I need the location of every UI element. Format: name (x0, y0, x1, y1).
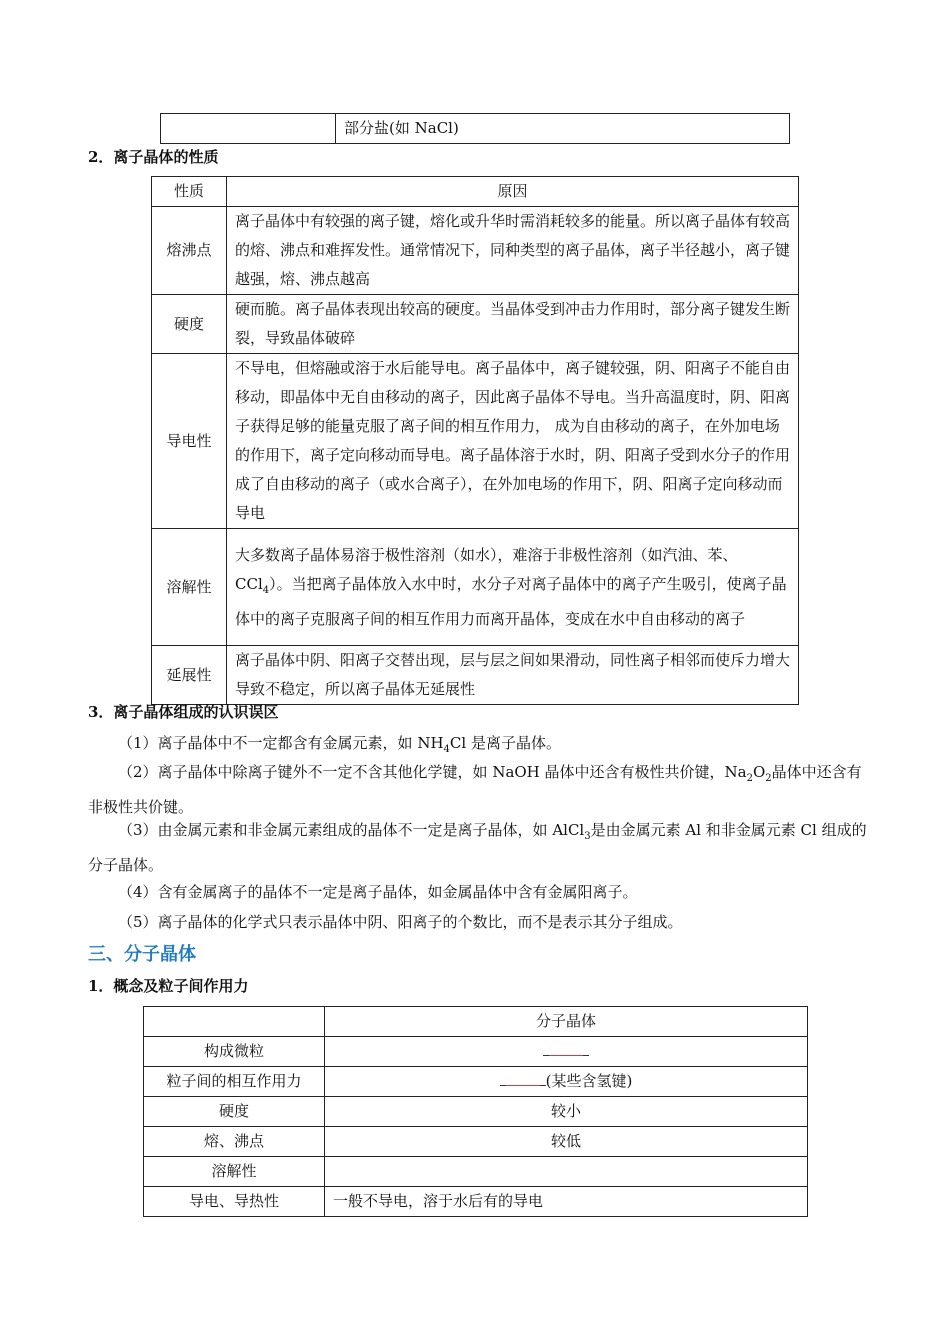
text: Cl 是离子晶体。 (449, 734, 561, 752)
text: 是由金属元素 Al 和非金属元素 Cl 组成的分子晶体。 (88, 821, 867, 874)
value-cell: 一般不导电，溶于水后有的导电 (325, 1187, 808, 1217)
subscript: 4 (262, 584, 270, 596)
properties-table (151, 176, 799, 705)
paragraph (88, 758, 868, 822)
table-row (144, 1187, 808, 1217)
label-cell: 硬度 (144, 1097, 325, 1127)
section-heading: 2．离子晶体的性质 (88, 148, 219, 166)
section-heading: 3．离子晶体组成的认识误区 (88, 703, 279, 721)
table-row (152, 295, 799, 354)
reason-cell (227, 529, 799, 646)
reason-cell: 硬而脆。离子晶体表现出较高的硬度。当晶体受到冲击力作用时，部分离子键发生断裂，导致晶体破碎 (227, 295, 799, 354)
paragraph (88, 816, 868, 880)
text: （1）离子晶体中不一定都含有金属元素，如 NH (118, 734, 444, 752)
header-cell: 分子晶体 (325, 1007, 808, 1037)
label-cell: 导电、导热性 (144, 1187, 325, 1217)
table-row (144, 1067, 808, 1097)
section-title: 三、分子晶体 (88, 944, 196, 965)
property-cell: 延展性 (152, 646, 227, 705)
reason-text: 大多数离子晶体易溶于极性溶剂（如水），难溶于非极性溶剂（如汽油、苯、CCl (235, 545, 738, 593)
subscript: 3 (584, 831, 591, 842)
table-row (152, 354, 799, 529)
reason-cell: 离子晶体中有较强的离子键，熔化或升华时需消耗较多的能量。所以离子晶体有较高的熔、沸点和难挥发性。通常情况下，同种类型的离子晶体，离子半径越小，离子键越强，熔、沸点越高 (227, 207, 799, 295)
table-row (152, 646, 799, 705)
text: （3）由金属元素和非金属元素组成的晶体不一定是离子晶体，如 AlCl (118, 821, 585, 839)
reason-cell: 离子晶体中阴、阳离子交替出现，层与层之间如果滑动，同性离子相邻而使斥力增大导致不稳定，所以离子晶体无延展性 (227, 646, 799, 705)
property-cell: 溶解性 (152, 529, 227, 646)
text: （2）离子晶体中除离子键外不一定不含其他化学键，如 NaOH 晶体中还含有极性共价键，Na (118, 763, 747, 781)
header-cell (144, 1007, 325, 1037)
table-row (152, 207, 799, 295)
label-cell: 溶解性 (144, 1157, 325, 1187)
section-heading: 1．概念及粒子间作用力 (88, 977, 249, 995)
label-cell: 构成微粒 (144, 1037, 325, 1067)
value-cell (325, 1157, 808, 1187)
table-row (144, 1097, 808, 1127)
value-cell (325, 1067, 808, 1097)
table-row (152, 529, 799, 646)
property-cell: 导电性 (152, 354, 227, 529)
molecular-crystal-table (143, 1006, 808, 1217)
subscript: 4 (443, 744, 450, 755)
value-cell: 较小 (325, 1097, 808, 1127)
fill-blank[interactable] (500, 1073, 546, 1086)
table-row (144, 1127, 808, 1157)
top-table (160, 113, 790, 144)
label-cell: 熔、沸点 (144, 1127, 325, 1157)
fill-blank[interactable] (543, 1043, 589, 1056)
paragraph: （5）离子晶体的化学式只表示晶体中阴、阳离子的个数比，而不是表示其分子组成。 (118, 913, 683, 931)
value-text: (某些含氢键) (545, 1072, 633, 1090)
table-header-row (152, 177, 799, 207)
subscript: 2 (765, 773, 772, 784)
table-row (144, 1037, 808, 1067)
label-cell: 粒子间的相互作用力 (144, 1067, 325, 1097)
value-cell (325, 1037, 808, 1067)
table-row (161, 114, 790, 144)
text: 晶体中还含有非极性共价键。 (88, 763, 862, 816)
value-cell: 较低 (325, 1127, 808, 1157)
subscript: 2 (746, 773, 753, 784)
text: O (752, 763, 766, 781)
table-header-row (144, 1007, 808, 1037)
header-cell: 原因 (227, 177, 799, 207)
property-cell: 硬度 (152, 295, 227, 354)
table-cell: 部分盐(如 NaCl) (336, 114, 790, 144)
reason-text: ）。当把离子晶体放入水中时，水分子对离子晶体中的离子产生吸引，使离子晶体中的离子克服离子间的相互作用力而离开晶体，变成在水中自由移动的离子 (235, 574, 787, 628)
paragraph: （4）含有金属离子的晶体不一定是离子晶体，如金属晶体中含有金属阳离子。 (118, 883, 638, 901)
table-row (144, 1157, 808, 1187)
header-cell: 性质 (152, 177, 227, 207)
property-cell: 熔沸点 (152, 207, 227, 295)
reason-cell: 不导电，但熔融或溶于水后能导电。离子晶体中，离子键较强，阴、阳离子不能自由移动，即晶体中无自由移动的离子，因此离子晶体不导电。当升高温度时，阴、阳离子获得足够的能量克服了离子间的相互作用力， 成为自由移动的离子，在外加电场的作用下，离子定向移动而导电。离子晶体溶于水时，阴、阳离子受到水分子的作用成了自由移动的离子（或水合离子），在外加电场的作用下，阴、阳离子定向移动而导电 (227, 354, 799, 529)
table-cell (161, 114, 336, 144)
